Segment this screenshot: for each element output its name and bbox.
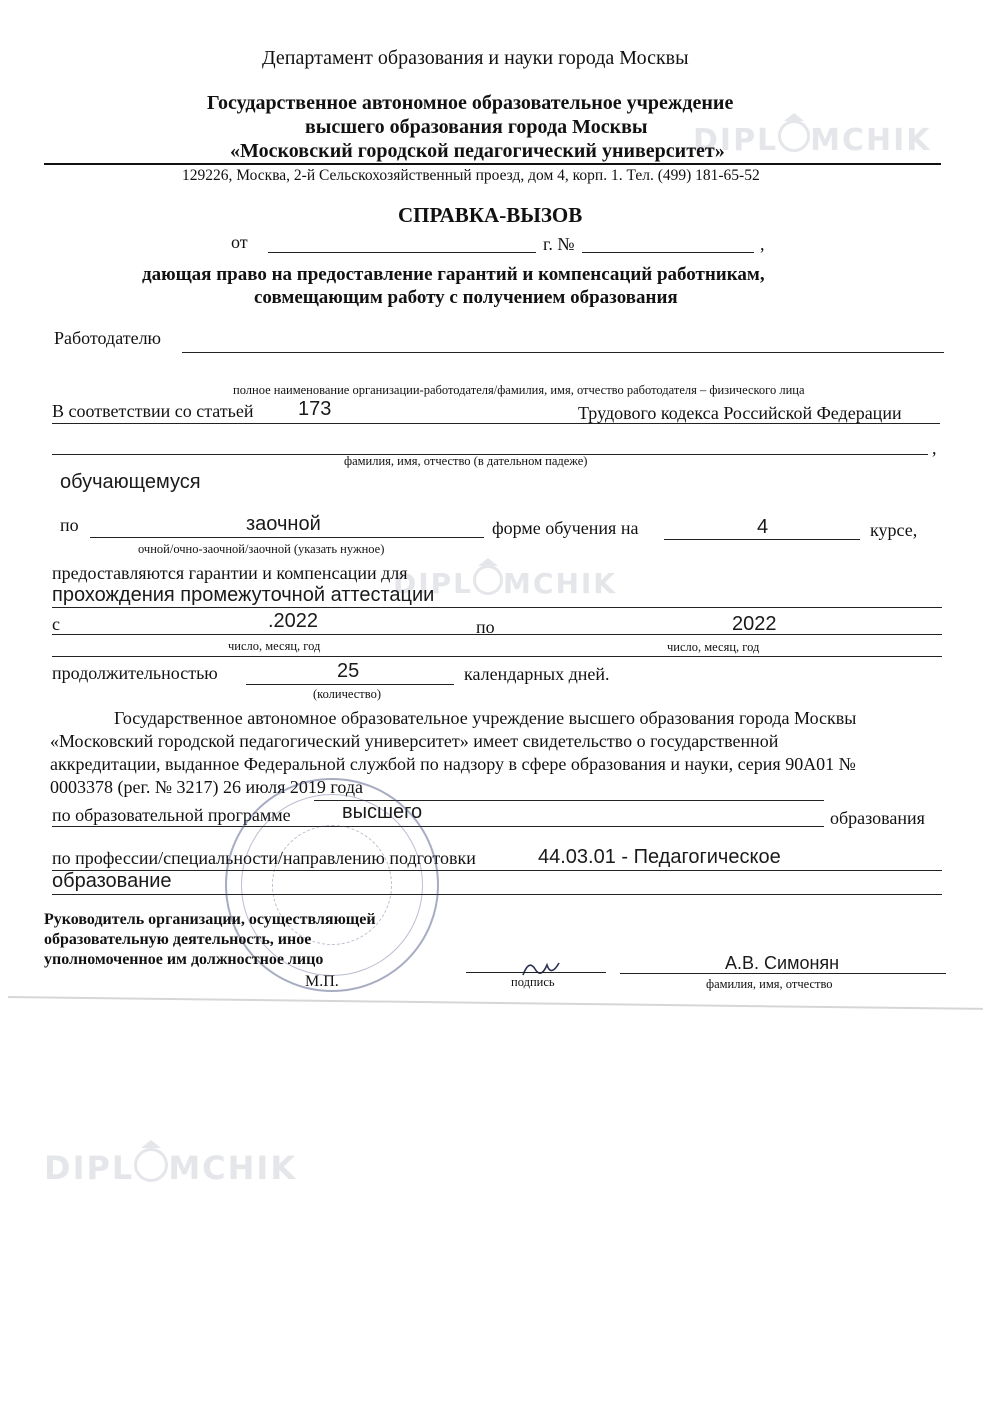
institution-line3: «Московский городской педагогический университет» (230, 140, 725, 162)
graduation-cap-icon (473, 565, 503, 595)
purpose-line (52, 607, 942, 608)
accreditation-line3: аккредитации, выданное Федеральной службой по надзору в сфере образования и науки, серия 90А01 № (50, 754, 856, 774)
course-value: 4 (757, 516, 769, 538)
head-line3: уполномоченное им должностное лицо (44, 951, 324, 968)
profession-line-2 (52, 894, 942, 895)
head-line1: Руководитель организации, осуществляющей (44, 911, 376, 928)
course-suffix: курсе, (870, 520, 918, 540)
page-cut-edge (8, 996, 983, 1010)
signature-line (466, 972, 606, 973)
employer-label: Работодателю (54, 328, 161, 348)
guarantees-text: предоставляются гарантии и компенсации для (52, 563, 408, 583)
number-field-line (582, 252, 754, 253)
to-date-label: по (476, 617, 495, 637)
employer-hint: полное наименование организации-работодателя/фамилия, имя, отчество работодателя – физического лица (233, 383, 805, 397)
year-number-label: г. № (543, 234, 575, 254)
accreditation-line2: «Московский городской педагогический университет» имеет свидетельство о государственной (50, 731, 779, 751)
from-date-label: с (52, 614, 60, 634)
address: 129226, Москва, 2-й Сельскохозяйственный проезд, дом 4, корп. 1. Тел. (499) 181-65-52 (182, 167, 760, 184)
signature-hint: подпись (511, 975, 555, 989)
program-value: высшего (342, 801, 423, 823)
program-label: по образовательной программе (52, 805, 291, 825)
profession-label: по профессии/специальности/направлению подготовки (52, 848, 476, 868)
graduation-cap-icon (778, 120, 810, 152)
purpose-value: прохождения промежуточной аттестации (52, 584, 435, 606)
student-name-hint: фамилия, имя, отчество (в дательном падеже) (344, 454, 588, 468)
article-suffix: Трудового кодекса Российской Федерации (578, 403, 902, 423)
period-line-2 (52, 656, 942, 657)
institution-line1: Государственное автономное образовательное учреждение (207, 92, 734, 114)
from-label: от (231, 232, 248, 252)
title-comma: , (760, 234, 765, 254)
signer-name-line (620, 973, 946, 974)
article-number: 173 (298, 398, 332, 420)
profession-line (52, 870, 942, 871)
head-line2: образовательную деятельность, иное (44, 931, 312, 948)
department-name: Департамент образования и науки города Москвы (262, 47, 689, 69)
employer-field-line (182, 352, 944, 353)
mp-label: М.П. (305, 973, 339, 990)
to-date-hint: число, месяц, год (667, 640, 760, 654)
document-title: СПРАВКА-ВЫЗОВ (398, 203, 583, 227)
subtitle-line2: совмещающим работу с получением образования (254, 287, 678, 308)
watermark-top: DIPL MCHIK (693, 120, 932, 158)
watermark-middle: DIPL MCHIK (393, 565, 617, 600)
date-field-line (268, 252, 536, 253)
duration-value: 25 (337, 660, 360, 682)
profession-value-2: образование (52, 870, 172, 892)
article-prefix: В соответствии со статьей (52, 401, 254, 421)
institution-line2: высшего образования города Москвы (305, 116, 648, 138)
duration-label: продолжительностью (52, 663, 218, 683)
header-rule (44, 163, 941, 165)
student-label: обучающемуся (60, 471, 201, 493)
period-line (52, 634, 942, 635)
subtitle-line1: дающая право на предоставление гарантий и компенсаций работникам, (142, 264, 765, 285)
program-line (52, 826, 824, 827)
graduation-cap-icon (134, 1148, 168, 1182)
watermark-bottom: DIPL MCHIK (44, 1148, 297, 1187)
form-mid-label: форме обучения на (492, 518, 639, 538)
duration-suffix: календарных дней. (464, 664, 610, 684)
duration-line (246, 684, 454, 685)
profession-value: 44.03.01 - Педагогическое (538, 846, 781, 868)
to-date-value: 2022 (732, 613, 777, 635)
signer-name: А.В. Симонян (725, 953, 840, 973)
from-date-hint: число, месяц, год (228, 639, 321, 653)
article-comma: , (932, 438, 937, 458)
study-form-line (90, 537, 484, 538)
duration-hint: (количество) (313, 687, 381, 701)
program-suffix: образования (830, 808, 925, 828)
study-form-value: заочной (246, 513, 321, 535)
signer-name-hint: фамилия, имя, отчество (706, 977, 833, 991)
study-form-hint: очной/очно-заочной/заочной (указать нужное) (138, 542, 385, 556)
accreditation-line1: Государственное автономное образовательное учреждение высшего образования города Москвы (114, 708, 857, 728)
from-date-value: .2022 (268, 610, 319, 632)
form-prefix: по (60, 515, 79, 535)
course-line (664, 539, 860, 540)
accreditation-line4: 0003378 (рег. № 3217) 26 июля 2019 года (50, 777, 363, 797)
